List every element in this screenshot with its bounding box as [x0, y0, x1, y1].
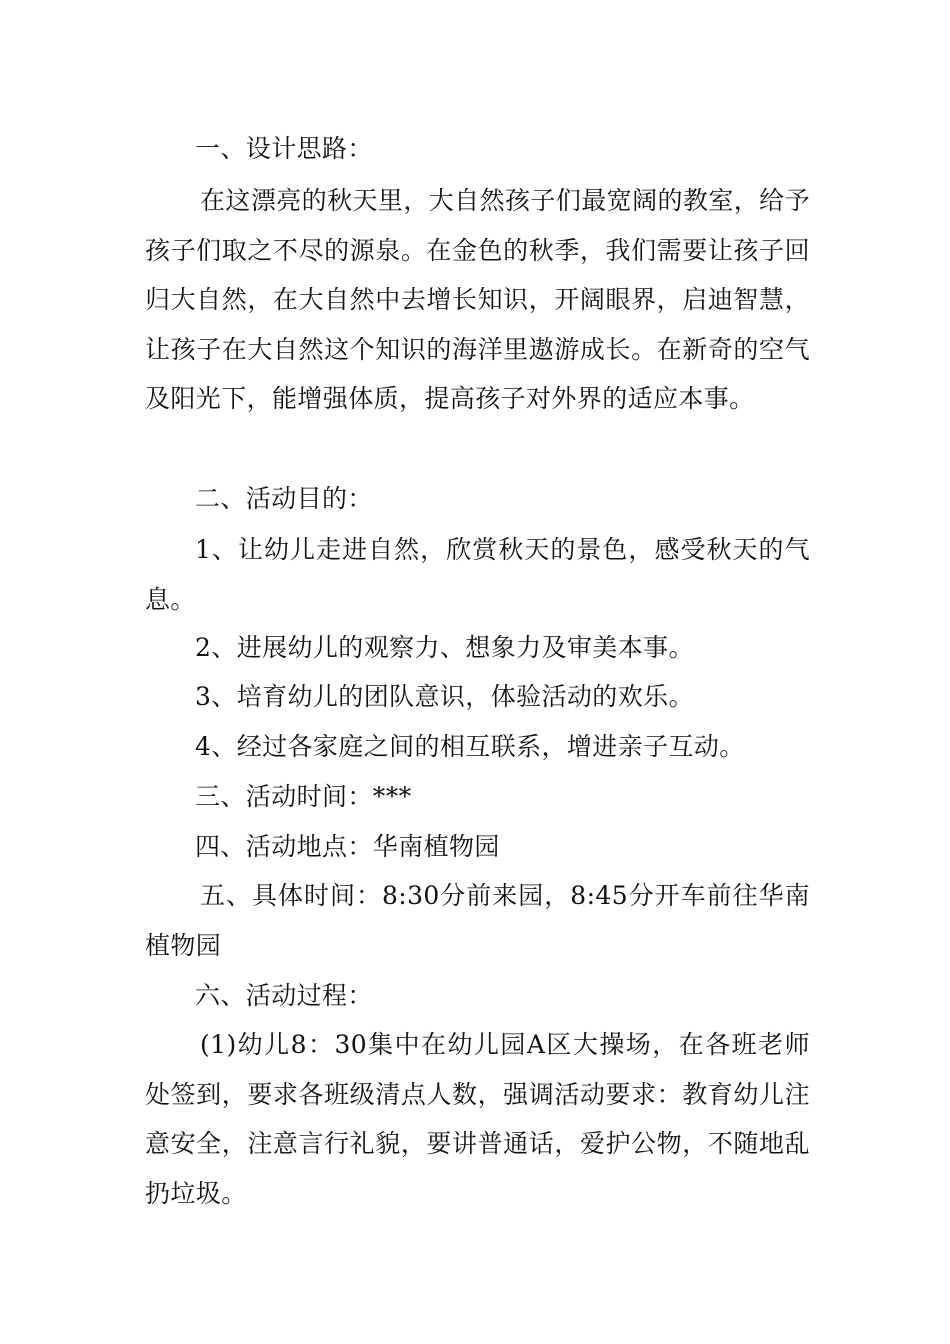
- goal-item-3: 3、培育幼儿的团队意识，体验活动的欢乐。: [195, 682, 694, 711]
- section-heading-activity-time: 三、活动时间：***: [195, 782, 412, 811]
- section-heading-activity-process: 六、活动过程：: [195, 981, 373, 1010]
- goal-item-4: 4、经过各家庭之间的相互联系，增进亲子互动。: [195, 732, 745, 761]
- paragraph-design-idea: 在这漂亮的秋天里，大自然孩子们最宽阔的教室，给予孩子们取之不尽的源泉。在金色的秋季，我们需要让孩子回归大自然，在大自然中去增长知识，开阔眼界，启迪智慧，让孩子在大自然这个知识的海洋里遨游成长。在新奇的空气及阳光下，能增强体质，提高孩子对外界的适应本事。: [145, 186, 810, 413]
- goal-item-1: 1、让幼儿走进自然，欣赏秋天的景色，感受秋天的气息。: [145, 535, 810, 614]
- section-heading-activity-location: 四、活动地点：华南植物园: [195, 832, 500, 861]
- process-step-1: (1)幼儿8：30集中在幼儿园A区大操场，在各班老师处签到，要求各班级清点人数，强调活动要求：教育幼儿注意安全，注意言行礼貌，要讲普通话，爱护公物，不随地乱扔垃圾。: [145, 1030, 810, 1208]
- section-heading-activity-goals: 二、活动目的：: [195, 484, 373, 513]
- section-heading-specific-time: 五、具体时间：8:30分前来园，8:45分开车前往华南植物园: [145, 881, 810, 960]
- goal-item-2: 2、进展幼儿的观察力、想象力及审美本事。: [195, 633, 694, 662]
- section-heading-design-idea: 一、设计思路：: [195, 134, 373, 163]
